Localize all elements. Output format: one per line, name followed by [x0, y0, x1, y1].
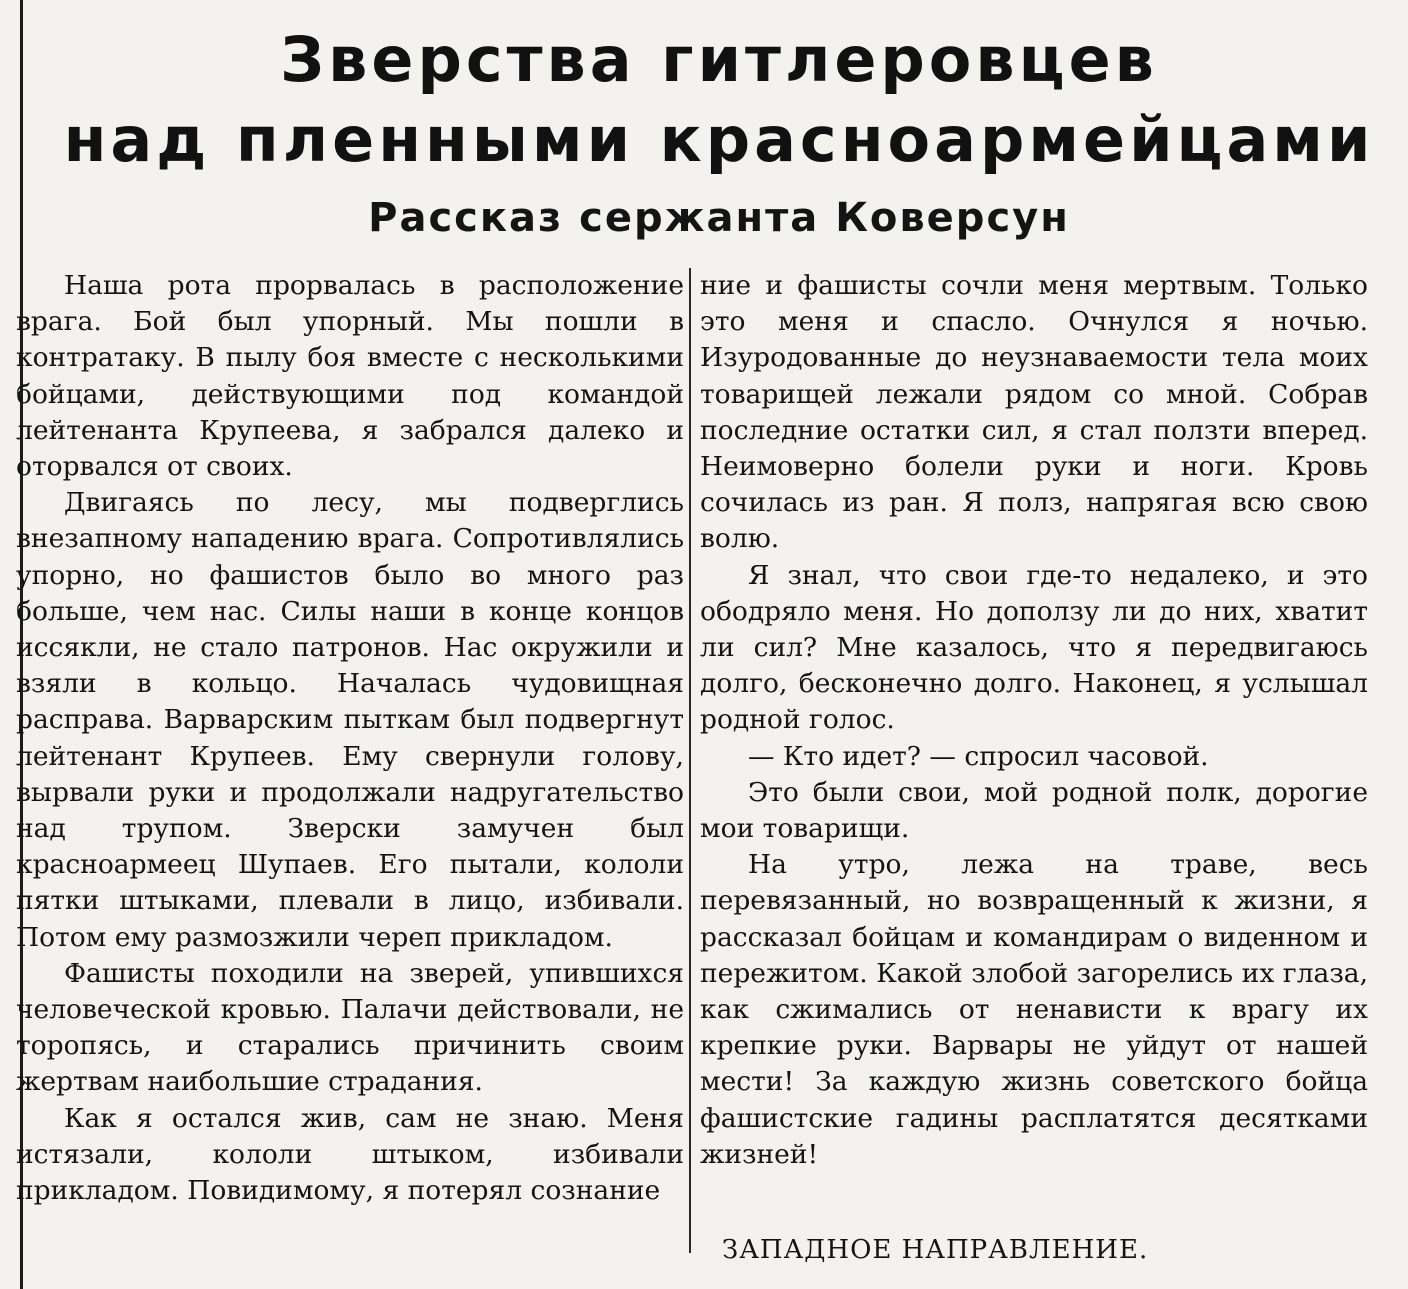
left-column: [16, 268, 684, 1209]
paragraph: — Кто идет? — спросил часовой.: [748, 740, 1209, 772]
headline-line-2: над пленными красноармейцами: [63, 103, 1375, 176]
paragraph: Двигаясь по лесу, мы подверглись внезапному нападению врага. Сопротивлялись упорно, но фашистов было во много раз больше, чем нас. Силы наши в конце концов иссякли, не стало патронов. Нас окружили и взяли в кольцо. Началась чудовищная расправа. Варварским пыткам был подвергнут лейтенант Крупеев. Ему свернули голову, вырвали руки и продолжали надругательство над трупом. Зверски замучен был красноармеец Шупаев. Его пытали, кололи пятки штыками, плевали в лицо, избивали. Потом ему размозжили череп прикладом.: [16, 487, 684, 953]
paragraph: Наша рота прорвалась в расположение врага. Бой был упорный. Мы пошли в контратаку. В пылу боя вместе с несколькими бойцами, действующими под командой лейтенанта Крупеева, я забрался далеко и оторвался от своих.: [16, 270, 684, 483]
right-column: [700, 268, 1368, 1173]
paragraph: На утро, лежа на траве, весь перевязанный, но возвращенный к жизни, я рассказал бойцам и командирам о виденном и пережитом. Какой злобой загорелись их глаза, как сжимались от ненависти к врагу их крепкие руки. Варвары не уйдут от нашей мести! За каждую жизнь советского бойца фашистские гадины расплатятся десятками жизней!: [700, 849, 1368, 1170]
column-divider: [689, 268, 691, 1253]
paragraph: Я знал, что свои где-то недалеко, и это ободряло меня. Но доползу ли до них, хватит ли сил? Мне казалось, что я передвигаюсь долго, бесконечно долго. Наконец, я услышал родной голос.: [700, 559, 1368, 736]
paragraph: Это были свои, мой родной полк, дорогие мои товарищи.: [700, 776, 1368, 845]
paragraph: Фашисты походили на зверей, упившихся человеческой кровью. Палачи действовали, не торопясь, и старались причинить своим жертвам наибольшие страдания.: [16, 957, 684, 1098]
article-signature: ЗАПАДНОЕ НАПРАВЛЕНИЕ.: [722, 1235, 1149, 1265]
paragraph-continuation: ние и фашисты сочли меня мертвым. Только это меня и спасло. Очнулся я ночью. Изуродованные до неузнаваемости тела моих товарищей лежали рядом со мной. Собрав последние остатки сил, я стал ползти вперед. Неимоверно болели руки и ноги. Кровь сочилась из ран. Я полз, напрягая всю свою волю.: [700, 270, 1368, 555]
article-subtitle: Рассказ сержанта Коверсун: [368, 195, 1070, 241]
headline-line-1: Зверства гитлеровцев: [280, 23, 1158, 96]
paragraph: Как я остался жив, сам не знаю. Меня истязали, кололи штыком, избивали прикладом. Повидимому, я потерял сознание: [16, 1102, 684, 1207]
